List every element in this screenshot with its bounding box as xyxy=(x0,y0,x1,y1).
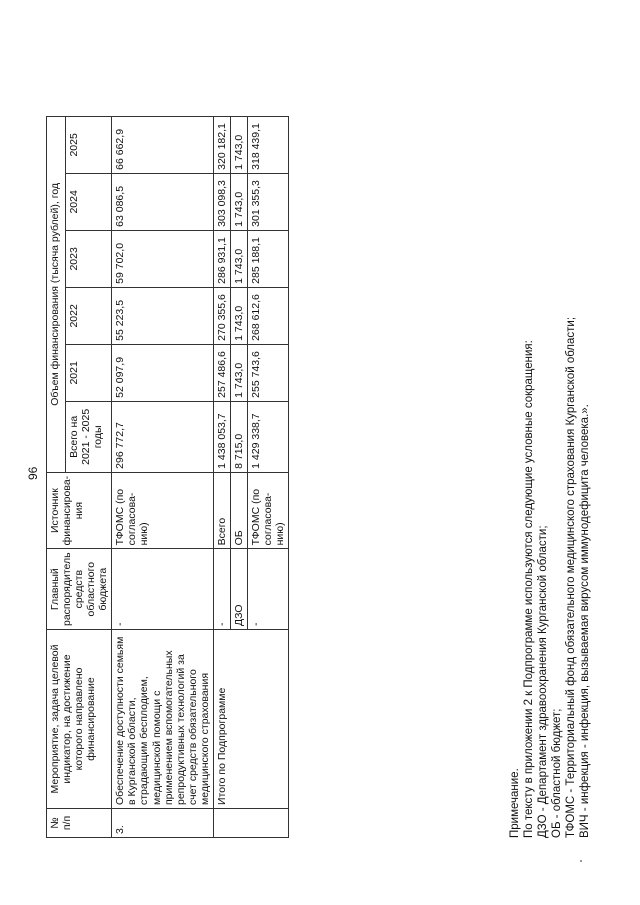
cell-year-value: 318 439,1 xyxy=(247,116,288,173)
cell-year-value: 320 182,1 xyxy=(213,116,230,173)
cell-total: 1 429 338,7 xyxy=(247,401,288,472)
table-row xyxy=(112,116,214,837)
cell-year-value: 66 662,9 xyxy=(112,116,214,173)
notes-block xyxy=(508,58,592,838)
cell-total: 1 438 053,7 xyxy=(213,401,230,472)
header-year: 2022 xyxy=(66,287,112,344)
table-header-row xyxy=(47,116,66,837)
cell-year-value: 268 612,6 xyxy=(247,287,288,344)
header-year: 2021 xyxy=(66,344,112,401)
cell-year-value: 55 223,5 xyxy=(112,287,214,344)
header-year: 2023 xyxy=(66,230,112,287)
cell-year-value: 1 743,0 xyxy=(230,116,247,173)
cell-source: ТФОМС (по согласова-нию) xyxy=(247,472,288,549)
cell-total: 8 715,0 xyxy=(230,401,247,472)
cell-manager: - xyxy=(247,549,288,630)
cell-source: Всего xyxy=(213,472,230,549)
cell-year-value: 1 743,0 xyxy=(230,344,247,401)
cell-manager: - xyxy=(112,549,214,630)
cell-year-value: 285 188,1 xyxy=(247,230,288,287)
cell-total: 296 772,7 xyxy=(112,401,214,472)
summary-label: Итого по Подпрограмме xyxy=(213,630,288,809)
cell-manager: ДЗО xyxy=(230,549,247,630)
cell-year-value: 59 702,0 xyxy=(112,230,214,287)
cell-year-value: 303 098,3 xyxy=(213,173,230,230)
notes-line: По тексту в приложении 2 к Подпрограмме используются следующие условные сокращения: xyxy=(523,340,536,838)
cell-year-value: 257 486,6 xyxy=(213,344,230,401)
cell-activity: Обеспечение доступности семьям в Курганской области, страдающим бесплодием, медицинской помощи с применением вспомогательных репродуктивных технологий за счет средств обязательного медицинского страхования xyxy=(112,630,214,809)
page-number: 96 xyxy=(26,466,40,480)
header-total: Всего на 2021 - 2025 годы xyxy=(66,401,112,472)
notes-line: ДЗО - Департамент здравоохранения Курганской области; xyxy=(537,525,550,838)
header-manager: Главный распорядитель средств областного бюджета xyxy=(47,549,112,630)
header-source: Источник финансирова-ния xyxy=(47,472,112,549)
scan-speck xyxy=(580,860,582,862)
header-no: № п/п xyxy=(47,809,112,838)
header-year: 2025 xyxy=(66,116,112,173)
cell-no-empty xyxy=(213,809,288,838)
rotated-page xyxy=(20,22,620,892)
cell-year-value: 286 931,1 xyxy=(213,230,230,287)
cell-year-value: 301 355,3 xyxy=(247,173,288,230)
cell-source: ТФОМС (по согласова-нию) xyxy=(112,472,214,549)
cell-year-value: 63 086,5 xyxy=(112,173,214,230)
header-year: 2024 xyxy=(66,173,112,230)
cell-year-value: 1 743,0 xyxy=(230,173,247,230)
cell-year-value: 270 355,6 xyxy=(213,287,230,344)
cell-manager: - xyxy=(213,549,230,630)
cell-no: 3. xyxy=(112,809,214,838)
notes-line: ОБ - областной бюджет; xyxy=(551,708,564,838)
notes-title: Примечание. xyxy=(509,768,521,838)
header-activity: Мероприятие, задача целевой индикатор, на достижение которого направлено финансирование xyxy=(47,630,112,809)
cell-source: ОБ xyxy=(230,472,247,549)
header-volume: Объем финансирования (тысяча рублей), год xyxy=(47,116,66,472)
cell-year-value: 1 743,0 xyxy=(230,287,247,344)
cell-year-value: 255 743,6 xyxy=(247,344,288,401)
notes-line: ВИЧ - инфекция - инфекция, вызываемая вирусом иммунодефицита человека.». xyxy=(579,404,592,838)
cell-year-value: 52 097,9 xyxy=(112,344,214,401)
summary-row xyxy=(213,116,230,837)
notes-line: ТФОМС - Территориальный фонд обязательного медицинского страхования Курганской области; xyxy=(565,316,578,838)
cell-year-value: 1 743,0 xyxy=(230,230,247,287)
financing-table xyxy=(46,116,289,838)
